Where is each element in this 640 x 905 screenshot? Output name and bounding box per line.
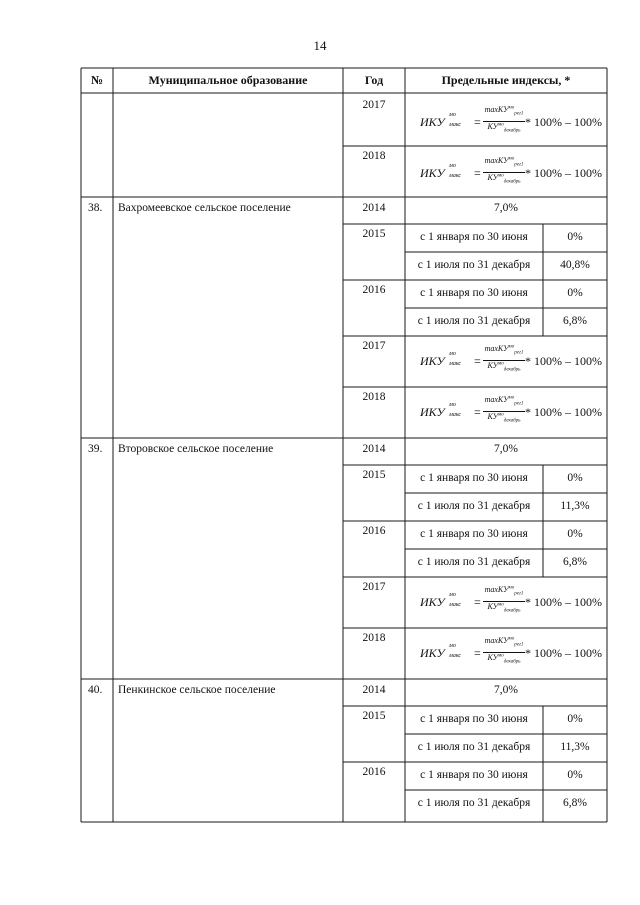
formula-numerator-sup: мо (508, 156, 515, 162)
formula-sub-top: мо (449, 351, 456, 357)
formula-rhs: * 100% – 100% (525, 595, 602, 609)
formula-denominator-sub: декабрь (503, 367, 521, 373)
formula-cell (405, 634, 605, 674)
formula-denominator-sub: декабрь (503, 179, 521, 185)
index-value: 7,0% (494, 684, 518, 696)
formula-numerator-sup: мо (508, 585, 515, 591)
formula-equals: = (474, 646, 481, 660)
index-value: 11,3% (560, 500, 590, 512)
period-label: с 1 июля по 31 декабря (417, 259, 531, 271)
year-cell: 2016 (362, 284, 386, 296)
formula-denominator-sup: мо (498, 361, 504, 367)
index-value: 7,0% (494, 202, 518, 214)
formula-sub-top: мо (449, 112, 456, 118)
formula-numerator-base: maxКУ (484, 585, 509, 594)
year-cell: 2018 (362, 150, 386, 162)
formula-cell (405, 342, 605, 382)
year-cell: 2017 (362, 340, 386, 352)
year-cell: 2017 (362, 99, 386, 111)
formula-sub-bottom: макс (449, 412, 462, 418)
formula-denominator-sub: декабрь (503, 128, 521, 134)
formula-sub-top: мо (449, 643, 456, 649)
period-label: с 1 января по 30 июня (420, 713, 528, 725)
year-cell: 2015 (362, 710, 386, 722)
header-municipality: Муниципальное образование (148, 73, 308, 87)
formula-equals: = (474, 354, 481, 368)
period-label: с 1 июля по 31 декабря (417, 500, 531, 512)
formula-rhs: * 100% – 100% (525, 405, 602, 419)
formula-numerator-sub: рег1 (514, 591, 524, 597)
formula-lhs: ИКУ (420, 595, 445, 609)
formula-sub-top: мо (449, 163, 456, 169)
formula-denominator (483, 122, 525, 134)
formula-numerator (483, 585, 525, 597)
index-value: 6,8% (563, 556, 587, 568)
formula-numerator-base: maxКУ (484, 636, 509, 645)
formula-rhs: * 100% – 100% (525, 166, 602, 180)
formula-numerator (483, 636, 525, 648)
formula-numerator (483, 105, 525, 117)
period-label: с 1 июля по 31 декабря (417, 556, 531, 568)
formula-numerator-base: maxКУ (484, 105, 509, 114)
formula-numerator-sub: рег1 (514, 162, 524, 168)
formula-numerator-sup: мо (508, 636, 515, 642)
index-value: 7,0% (494, 443, 518, 455)
formula-denominator (483, 361, 525, 373)
formula-denominator-sub: декабрь (503, 659, 521, 665)
formula-denominator (483, 173, 525, 185)
formula-lhs: ИКУ (420, 646, 445, 660)
index-value: 0% (567, 769, 583, 781)
formula-denominator-base: КУ (487, 602, 499, 611)
entry-number: 39. (88, 443, 103, 455)
formula-denominator-sup: мо (498, 173, 504, 179)
formula-lhs: ИКУ (420, 405, 445, 419)
formula-denominator (483, 653, 525, 665)
index-value: 11,3% (560, 741, 590, 753)
index-value: 6,8% (563, 797, 587, 809)
formula-numerator (483, 344, 525, 356)
header-limits: Предельные индексы, * (441, 73, 571, 87)
formula-denominator-sup: мо (498, 653, 504, 659)
formula-lhs: ИКУ (420, 354, 445, 368)
entry-number: 38. (88, 202, 103, 214)
formula-numerator-sup: мо (508, 344, 515, 350)
formula-rhs: * 100% – 100% (525, 115, 602, 129)
period-label: с 1 июля по 31 декабря (417, 741, 531, 753)
formula-lhs: ИКУ (420, 166, 445, 180)
year-cell: 2014 (362, 684, 386, 696)
formula-equals: = (474, 405, 481, 419)
formula-denominator (483, 602, 525, 614)
formula-cell (405, 393, 605, 433)
formula-cell (405, 103, 605, 143)
formula-cell (405, 154, 605, 194)
index-value: 6,8% (563, 315, 587, 327)
formula-denominator-sup: мо (498, 122, 504, 128)
formula-numerator (483, 156, 525, 168)
formula-numerator (483, 395, 525, 407)
year-cell: 2017 (362, 581, 386, 593)
formula-numerator-base: maxКУ (484, 344, 509, 353)
formula-cell (405, 583, 605, 623)
formula-denominator-base: КУ (487, 361, 499, 370)
formula-numerator-sub: рег1 (514, 401, 524, 407)
formula-numerator-sub: рег1 (514, 642, 524, 648)
formula-sub-bottom: макс (449, 361, 462, 367)
formula-rhs: * 100% – 100% (525, 354, 602, 368)
formula-sub-bottom: макс (449, 653, 462, 659)
municipality-name: Второвское сельское поселение (118, 443, 274, 455)
formula-equals: = (474, 115, 481, 129)
formula-rhs: * 100% – 100% (525, 646, 602, 660)
formula-lhs: ИКУ (420, 115, 445, 129)
municipality-name: Пенкинское сельское поселение (118, 684, 276, 696)
year-cell: 2016 (362, 766, 386, 778)
index-value: 0% (567, 231, 583, 243)
formula-denominator-base: КУ (487, 122, 499, 131)
formula-numerator-sup: мо (508, 395, 515, 401)
period-label: с 1 июля по 31 декабря (417, 797, 531, 809)
municipality-name: Вахромеевское сельское поселение (118, 202, 291, 214)
header-num: № (90, 73, 104, 87)
formula-equals: = (474, 595, 481, 609)
year-cell: 2016 (362, 525, 386, 537)
formula-equals: = (474, 166, 481, 180)
entry-number: 40. (88, 684, 103, 696)
year-cell: 2018 (362, 632, 386, 644)
formula-sub-top: мо (449, 592, 456, 598)
index-value: 0% (567, 713, 583, 725)
index-value: 0% (567, 287, 583, 299)
formula-sub-bottom: макс (449, 602, 462, 608)
formula-denominator-sup: мо (498, 602, 504, 608)
formula-denominator-sub: декабрь (503, 608, 521, 614)
index-value: 0% (567, 528, 583, 540)
formula-denominator-base: КУ (487, 653, 499, 662)
formula-denominator-base: КУ (487, 412, 499, 421)
formula-denominator-sup: мо (498, 412, 504, 418)
index-value: 0% (567, 472, 583, 484)
year-cell: 2015 (362, 469, 386, 481)
year-cell: 2014 (362, 202, 386, 214)
formula-numerator-sub: рег1 (514, 350, 524, 356)
period-label: с 1 января по 30 июня (420, 528, 528, 540)
period-label: с 1 января по 30 июня (420, 287, 528, 299)
header-year: Год (364, 73, 384, 87)
formula-sub-top: мо (449, 402, 456, 408)
period-label: с 1 июля по 31 декабря (417, 315, 531, 327)
formula-denominator-sub: декабрь (503, 418, 521, 424)
period-label: с 1 января по 30 июня (420, 472, 528, 484)
formula-numerator-sub: рег1 (514, 111, 524, 117)
period-label: с 1 января по 30 июня (420, 769, 528, 781)
formula-sub-bottom: макс (449, 122, 462, 128)
formula-denominator-base: КУ (487, 173, 499, 182)
year-cell: 2014 (362, 443, 386, 455)
formula-numerator-sup: мо (508, 105, 515, 111)
formula-denominator (483, 412, 525, 424)
formula-numerator-base: maxКУ (484, 156, 509, 165)
year-cell: 2015 (362, 228, 386, 240)
period-label: с 1 января по 30 июня (420, 231, 528, 243)
page-number: 14 (313, 38, 327, 53)
index-value: 40,8% (560, 259, 590, 271)
formula-numerator-base: maxКУ (484, 395, 509, 404)
year-cell: 2018 (362, 391, 386, 403)
formula-sub-bottom: макс (449, 173, 462, 179)
